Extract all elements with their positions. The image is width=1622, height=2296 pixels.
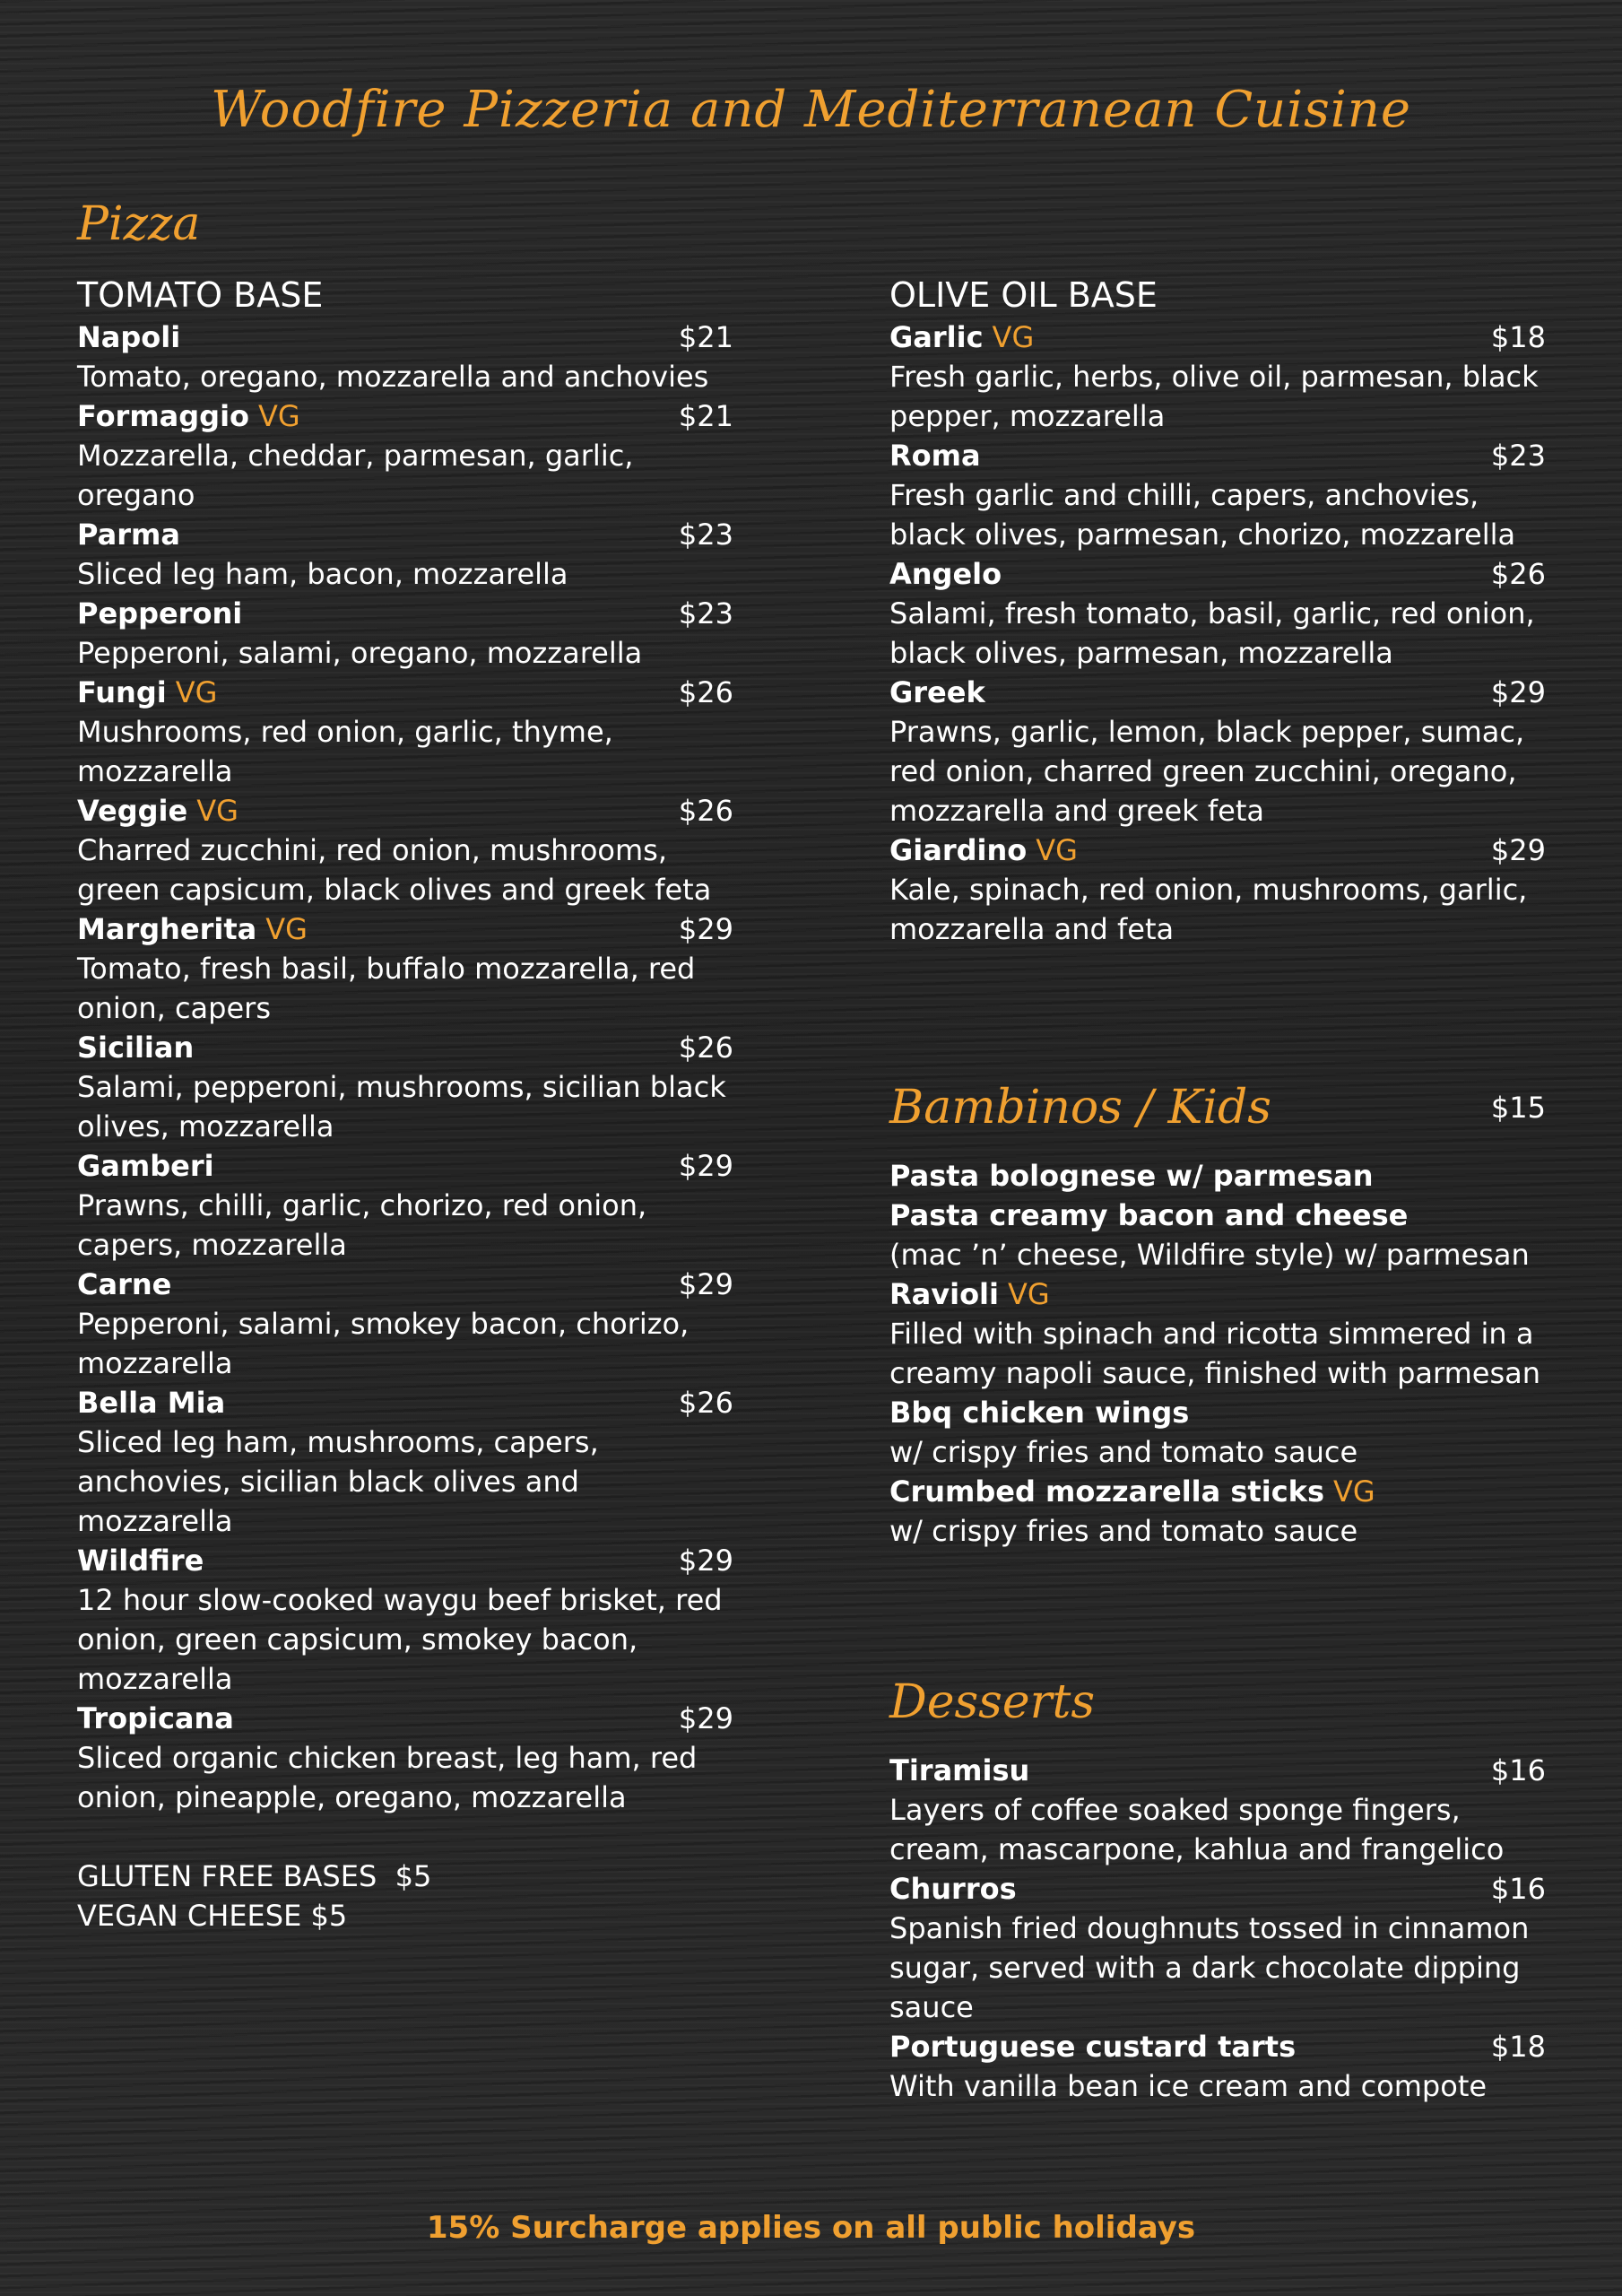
item-description: Kale, spinach, red onion, mushrooms, garlic, mozzarella and feta <box>889 873 1528 946</box>
menu-item <box>889 317 1546 436</box>
item-price: $26 <box>678 1031 733 1065</box>
item-price: $26 <box>678 1386 733 1420</box>
item-description: Prawns, garlic, lemon, black pepper, sumac, red onion, charred green zucchini, oregano, mozzarella and greek feta <box>889 715 1525 828</box>
menu-item <box>889 554 1546 673</box>
item-name: Crumbed mozzarella sticks <box>889 1474 1324 1509</box>
menu-item <box>889 1472 1546 1551</box>
menu-item <box>889 1393 1546 1472</box>
item-price: $29 <box>678 1544 733 1578</box>
item-description: Filled with spinach and ricotta simmered in a creamy napoli sauce, finished with parmesan <box>889 1317 1540 1390</box>
menu-item <box>889 436 1546 554</box>
menu-item <box>889 1274 1546 1393</box>
item-description: Fresh garlic, herbs, olive oil, parmesan, black pepper, mozzarella <box>889 360 1539 433</box>
item-description: Mozzarella, cheddar, parmesan, garlic, oregano <box>77 439 634 512</box>
item-price: $21 <box>678 399 733 433</box>
vg-badge: VG <box>175 675 218 709</box>
item-price: $21 <box>678 320 733 354</box>
item-description: w/ crispy fries and tomato sauce <box>889 1435 1358 1469</box>
olive-oil-base-title: OLIVE OIL BASE <box>889 275 1158 315</box>
item-name: Bbq chicken wings <box>889 1396 1190 1430</box>
menu-item <box>77 1265 733 1383</box>
desserts-section <box>889 1675 1546 2106</box>
vg-badge: VG <box>1007 1277 1050 1311</box>
item-price: $26 <box>1490 557 1546 591</box>
menu-item <box>889 673 1546 831</box>
item-price: $29 <box>678 912 733 946</box>
item-name: Angelo <box>889 557 1002 591</box>
item-price: $29 <box>1490 675 1546 709</box>
item-description: Sliced leg ham, bacon, mozzarella <box>77 557 568 591</box>
kids-price: $15 <box>1490 1091 1546 1125</box>
item-name: Parma <box>77 517 180 552</box>
item-description: Spanish fried doughnuts tossed in cinnamon sugar, served with a dark chocolate dipping sauce <box>889 1911 1530 2024</box>
menu-item <box>77 791 733 909</box>
item-price: $29 <box>678 1149 733 1183</box>
olive-oil-base-list <box>889 317 1546 949</box>
item-description: w/ crispy fries and tomato sauce <box>889 1514 1358 1548</box>
item-name: Tropicana <box>77 1701 234 1735</box>
item-description: Tomato, oregano, mozzarella and anchovies <box>77 360 709 394</box>
item-name: Giardino <box>889 833 1028 867</box>
menu-item <box>77 909 733 1028</box>
tomato-base-column <box>77 274 733 1935</box>
kids-list <box>889 1156 1546 1551</box>
pizza-section-title: Pizza <box>77 197 201 251</box>
item-description: Mushrooms, red onion, garlic, thyme, mozzarella <box>77 715 613 788</box>
tomato-base-list <box>77 317 733 1817</box>
item-description: Charred zucchini, red onion, mushrooms, green capsicum, black olives and greek feta <box>77 833 712 907</box>
menu-item <box>889 1156 1546 1196</box>
item-name: Fungi <box>77 675 167 709</box>
menu-item <box>77 396 733 515</box>
item-price: $18 <box>1490 2030 1546 2064</box>
item-name: Carne <box>77 1267 172 1301</box>
desserts-section-title: Desserts <box>889 1675 1096 1729</box>
item-name: Pasta creamy bacon and cheese <box>889 1198 1409 1232</box>
menu-item <box>889 1751 1546 1869</box>
item-description: Sliced leg ham, mushrooms, capers, anchovies, sicilian black olives and mozzarella <box>77 1425 599 1538</box>
item-description: Salami, fresh tomato, basil, garlic, red onion, black olives, parmesan, mozzarella <box>889 596 1535 670</box>
item-price: $26 <box>678 794 733 828</box>
menu-item <box>77 1028 733 1146</box>
item-name: Bella Mia <box>77 1386 226 1420</box>
item-description: Pepperoni, salami, smokey bacon, chorizo, mozzarella <box>77 1307 690 1380</box>
menu-item <box>77 1541 733 1699</box>
item-name: Veggie <box>77 794 188 828</box>
item-name: Garlic <box>889 320 984 354</box>
menu-item <box>77 317 733 396</box>
item-name: Churros <box>889 1872 1017 1906</box>
item-description: Salami, pepperoni, mushrooms, sicilian black olives, mozzarella <box>77 1070 726 1144</box>
desserts-list <box>889 1751 1546 2106</box>
item-price: $26 <box>678 675 733 709</box>
item-price: $18 <box>1490 320 1546 354</box>
item-name: Formaggio <box>77 399 250 433</box>
item-description: With vanilla bean ice cream and compote <box>889 2069 1488 2103</box>
kids-section-title: Bambinos / Kids <box>889 1081 1271 1135</box>
menu-item <box>889 1196 1546 1274</box>
page-title: Woodfire Pizzeria and Mediterranean Cuisine <box>210 81 1412 139</box>
item-description: Fresh garlic and chilli, capers, anchovies, black olives, parmesan, chorizo, mozzarella <box>889 478 1516 552</box>
item-name: Napoli <box>77 320 181 354</box>
item-price: $23 <box>678 596 733 631</box>
vg-badge: VG <box>1036 833 1078 867</box>
item-description: Sliced organic chicken breast, leg ham, red onion, pineapple, oregano, mozzarella <box>77 1741 698 1814</box>
extras-vegan-cheese: VEGAN CHEESE $5 <box>77 1899 348 1933</box>
vg-badge: VG <box>265 912 308 946</box>
item-name: Margherita <box>77 912 257 946</box>
menu-item <box>889 831 1546 949</box>
item-name: Wildfire <box>77 1544 204 1578</box>
item-name: Roma <box>889 439 981 473</box>
item-name: Gamberi <box>77 1149 214 1183</box>
vg-badge: VG <box>992 320 1035 354</box>
menu-item <box>77 1699 733 1817</box>
item-price: $16 <box>1490 1872 1546 1906</box>
menu-item <box>77 1146 733 1265</box>
item-price: $16 <box>1490 1753 1546 1787</box>
tomato-base-title: TOMATO BASE <box>77 275 324 315</box>
item-description: Tomato, fresh basil, buffalo mozzarella, red onion, capers <box>77 952 696 1025</box>
menu-item <box>77 515 733 594</box>
item-name: Tiramisu <box>889 1753 1030 1787</box>
menu-item <box>77 1383 733 1541</box>
surcharge-notice: 15% Surcharge applies on all public holidays <box>426 2210 1196 2246</box>
item-description: 12 hour slow-cooked waygu beef brisket, red onion, green capsicum, smokey bacon, mozzarella <box>77 1583 723 1696</box>
menu-item <box>77 594 733 673</box>
item-description: (mac ’n’ cheese, Wildfire style) w/ parmesan <box>889 1238 1530 1272</box>
item-price: $23 <box>1490 439 1546 473</box>
vg-badge: VG <box>196 794 239 828</box>
item-description: Prawns, chilli, garlic, chorizo, red onion, capers, mozzarella <box>77 1188 647 1262</box>
menu-item <box>889 2027 1546 2106</box>
item-name: Ravioli <box>889 1277 999 1311</box>
item-name: Sicilian <box>77 1031 195 1065</box>
olive-oil-base-column <box>889 274 1546 949</box>
item-name: Portuguese custard tarts <box>889 2030 1297 2064</box>
item-price: $29 <box>678 1267 733 1301</box>
item-name: Greek <box>889 675 985 709</box>
item-description: Pepperoni, salami, oregano, mozzarella <box>77 636 643 670</box>
item-price: $23 <box>678 517 733 552</box>
item-name: Pasta bolognese w/ parmesan <box>889 1159 1374 1193</box>
item-price: $29 <box>678 1701 733 1735</box>
item-price: $29 <box>1490 833 1546 867</box>
extras-gluten-free: GLUTEN FREE BASES $5 <box>77 1859 432 1893</box>
item-name: Pepperoni <box>77 596 243 631</box>
menu-item <box>77 673 733 791</box>
vg-badge: VG <box>258 399 300 433</box>
vg-badge: VG <box>1332 1474 1375 1509</box>
item-description: Layers of coffee soaked sponge fingers, cream, mascarpone, kahlua and frangelico <box>889 1793 1505 1866</box>
menu-item <box>889 1869 1546 2027</box>
kids-section <box>889 1081 1546 1551</box>
